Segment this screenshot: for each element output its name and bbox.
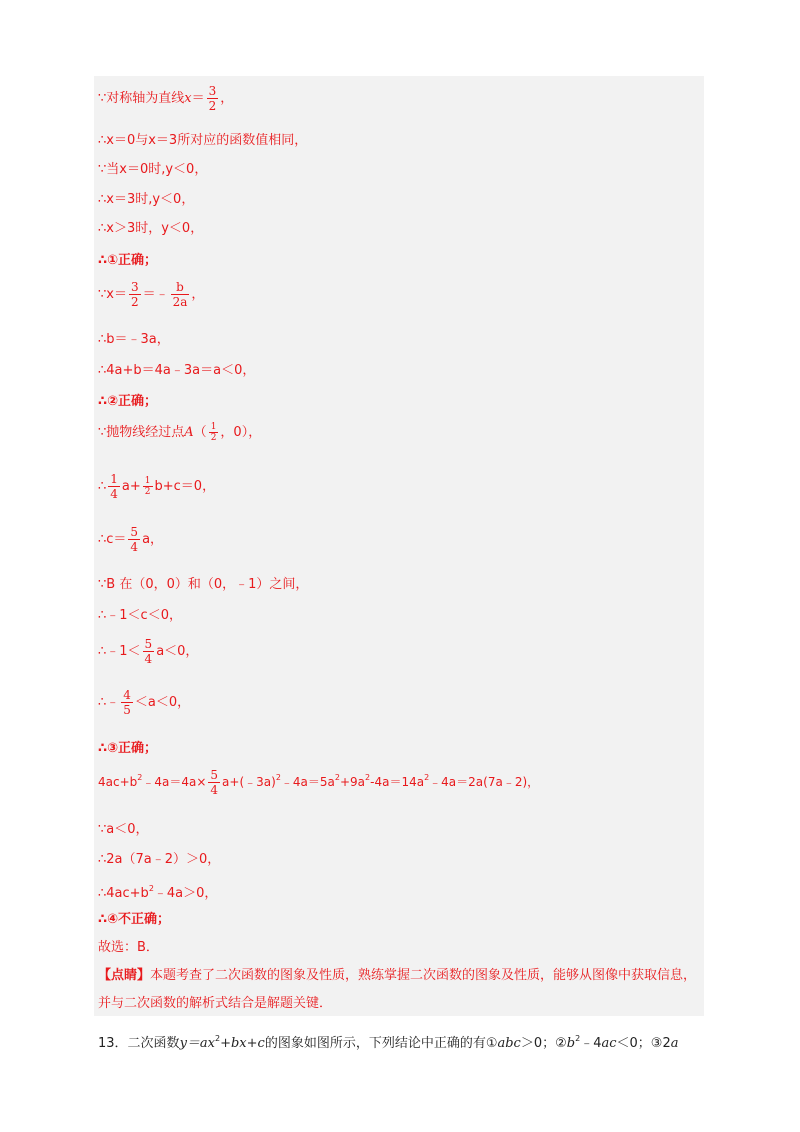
text: a， bbox=[142, 532, 164, 547]
denominator: 2a bbox=[172, 295, 188, 309]
text: ， bbox=[191, 287, 205, 302]
solution-line-14: ∵B 在（0，0）和（0，﹣1）之间， bbox=[98, 577, 309, 592]
var: a bbox=[670, 1036, 679, 1051]
solution-line-13 bbox=[98, 525, 163, 554]
solution-line-18: ∴③正确； bbox=[98, 741, 158, 756]
text: ＜0；③ bbox=[616, 1036, 663, 1051]
denominator: 2 bbox=[144, 487, 151, 497]
exponent: 2 bbox=[365, 773, 371, 782]
fraction bbox=[143, 637, 155, 666]
solution-line-1 bbox=[98, 84, 233, 113]
exponent: 2 bbox=[215, 1034, 221, 1043]
denominator: 4 bbox=[110, 487, 118, 501]
denominator: 2 bbox=[208, 99, 217, 113]
denominator: 4 bbox=[144, 652, 153, 666]
text: ，0）， bbox=[220, 425, 262, 440]
fraction bbox=[207, 84, 219, 113]
text: ∴﹣1＜ bbox=[98, 644, 141, 659]
exponent: 2 bbox=[424, 773, 430, 782]
fraction bbox=[121, 688, 133, 717]
solution-line-22 bbox=[98, 880, 217, 903]
exponent: 2 bbox=[575, 1034, 581, 1043]
text: ， bbox=[220, 91, 234, 106]
fraction bbox=[143, 476, 153, 497]
exponent: 2 bbox=[137, 773, 143, 782]
text: ＝﹣ bbox=[142, 287, 169, 302]
numerator: 5 bbox=[130, 525, 139, 539]
note-tag: 【点睛】 bbox=[98, 968, 151, 983]
solution-line-23: ∴④不正确； bbox=[98, 912, 171, 927]
question-13 bbox=[98, 1032, 679, 1051]
text: ＜a＜0， bbox=[134, 695, 191, 710]
text: a+ bbox=[121, 479, 141, 494]
text: -4a＝14a bbox=[370, 775, 425, 789]
solution-line-10: ∴②正确； bbox=[98, 394, 158, 409]
solution-line-20: ∵a＜0， bbox=[98, 822, 149, 837]
solution-line-19 bbox=[98, 768, 539, 797]
text: ∴4ac+b bbox=[98, 886, 149, 901]
solution-line-6: ∴①正确； bbox=[98, 253, 158, 268]
fraction bbox=[108, 472, 120, 501]
numerator: 1 bbox=[144, 476, 151, 486]
solution-line-24: 故选：B． bbox=[98, 940, 159, 955]
text: ﹣4a＝2a(7a﹣2)， bbox=[429, 775, 540, 789]
fraction bbox=[209, 422, 219, 443]
numerator: 4 bbox=[123, 688, 131, 702]
fraction bbox=[208, 768, 220, 797]
numerator: 3 bbox=[208, 84, 217, 98]
fraction bbox=[171, 280, 190, 309]
solution-line-8: ∴b＝﹣3a， bbox=[98, 332, 170, 347]
text: （ bbox=[193, 425, 207, 440]
text: ∴ bbox=[98, 479, 107, 494]
solution-line-17 bbox=[98, 688, 190, 717]
text: ﹣4a＝5a bbox=[280, 775, 335, 789]
solution-line-5: ∴x＞3时，y＜0， bbox=[98, 221, 204, 236]
text: ＞0；② bbox=[520, 1036, 567, 1051]
solution-line-21: ∴2a（7a﹣2）＞0， bbox=[98, 852, 221, 867]
solution-line-4: ∴x＝3时,y＜0， bbox=[98, 192, 195, 207]
numerator: 3 bbox=[130, 280, 139, 294]
numerator: b bbox=[171, 280, 190, 295]
numerator: 5 bbox=[210, 768, 219, 782]
fraction bbox=[129, 280, 141, 309]
exponent: 2 bbox=[275, 773, 281, 782]
solution-line-16 bbox=[98, 637, 198, 666]
text: ∴﹣ bbox=[98, 695, 120, 710]
text: +9a bbox=[339, 775, 366, 789]
text: 二次函数 bbox=[127, 1036, 180, 1051]
text: ∵x＝ bbox=[98, 287, 127, 302]
text: 的图象如图所示，下列结论中正确的有① bbox=[264, 1036, 498, 1051]
numerator: 5 bbox=[144, 637, 153, 651]
var: +bx+c bbox=[220, 1036, 265, 1051]
text: a＜0， bbox=[156, 644, 199, 659]
denominator: 2 bbox=[130, 295, 139, 309]
denominator: 2 bbox=[210, 433, 217, 443]
text: 4ac+b bbox=[98, 775, 138, 789]
denominator: 5 bbox=[123, 703, 131, 717]
var: x bbox=[184, 91, 192, 106]
solution-line-15: ∴﹣1＜c＜0， bbox=[98, 608, 182, 623]
var: A bbox=[184, 425, 194, 440]
denominator: 4 bbox=[130, 540, 139, 554]
text: ∵抛物线经过点 bbox=[98, 425, 185, 440]
exponent: 2 bbox=[148, 884, 154, 893]
note-text: 本题考查了二次函数的图象及性质，熟练掌握二次函数的图象及性质，能够从图像中获取信息，并与二次函数的解析式结合是解题关键． bbox=[98, 968, 697, 1011]
var: y＝ax bbox=[179, 1036, 215, 1051]
solution-line-2: ∴x＝0与x＝3所对应的函数值相同， bbox=[98, 133, 308, 148]
text: ∴c＝ bbox=[98, 532, 127, 547]
solution-background bbox=[94, 76, 704, 1016]
var: abc bbox=[497, 1036, 521, 1051]
solution-line-11 bbox=[98, 422, 261, 443]
solution-line-3: ∵当x＝0时,y＜0， bbox=[98, 162, 208, 177]
var: ac bbox=[601, 1036, 617, 1051]
numerator: 1 bbox=[210, 422, 217, 432]
note-paragraph bbox=[98, 962, 702, 1018]
text: ﹣4a＞0， bbox=[153, 886, 218, 901]
text: a+(﹣3a) bbox=[222, 775, 276, 789]
numerator: 1 bbox=[110, 472, 118, 486]
fraction bbox=[128, 525, 140, 554]
question-number: 13． bbox=[98, 1036, 128, 1051]
text: ＝ bbox=[191, 91, 205, 106]
var: b bbox=[566, 1036, 576, 1051]
exponent: 2 bbox=[334, 773, 340, 782]
solution-line-9: ∴4a+b＝4a﹣3a＝a＜0， bbox=[98, 363, 256, 378]
text: ﹣4a＝4a× bbox=[142, 775, 207, 789]
denominator: 4 bbox=[210, 783, 219, 797]
text: b+c＝0， bbox=[154, 479, 216, 494]
text: ﹣4 bbox=[580, 1036, 602, 1051]
solution-line-7 bbox=[98, 280, 204, 309]
text: ∵对称轴为直线 bbox=[98, 91, 185, 106]
solution-line-12 bbox=[98, 472, 215, 501]
text: 2 bbox=[662, 1036, 671, 1051]
